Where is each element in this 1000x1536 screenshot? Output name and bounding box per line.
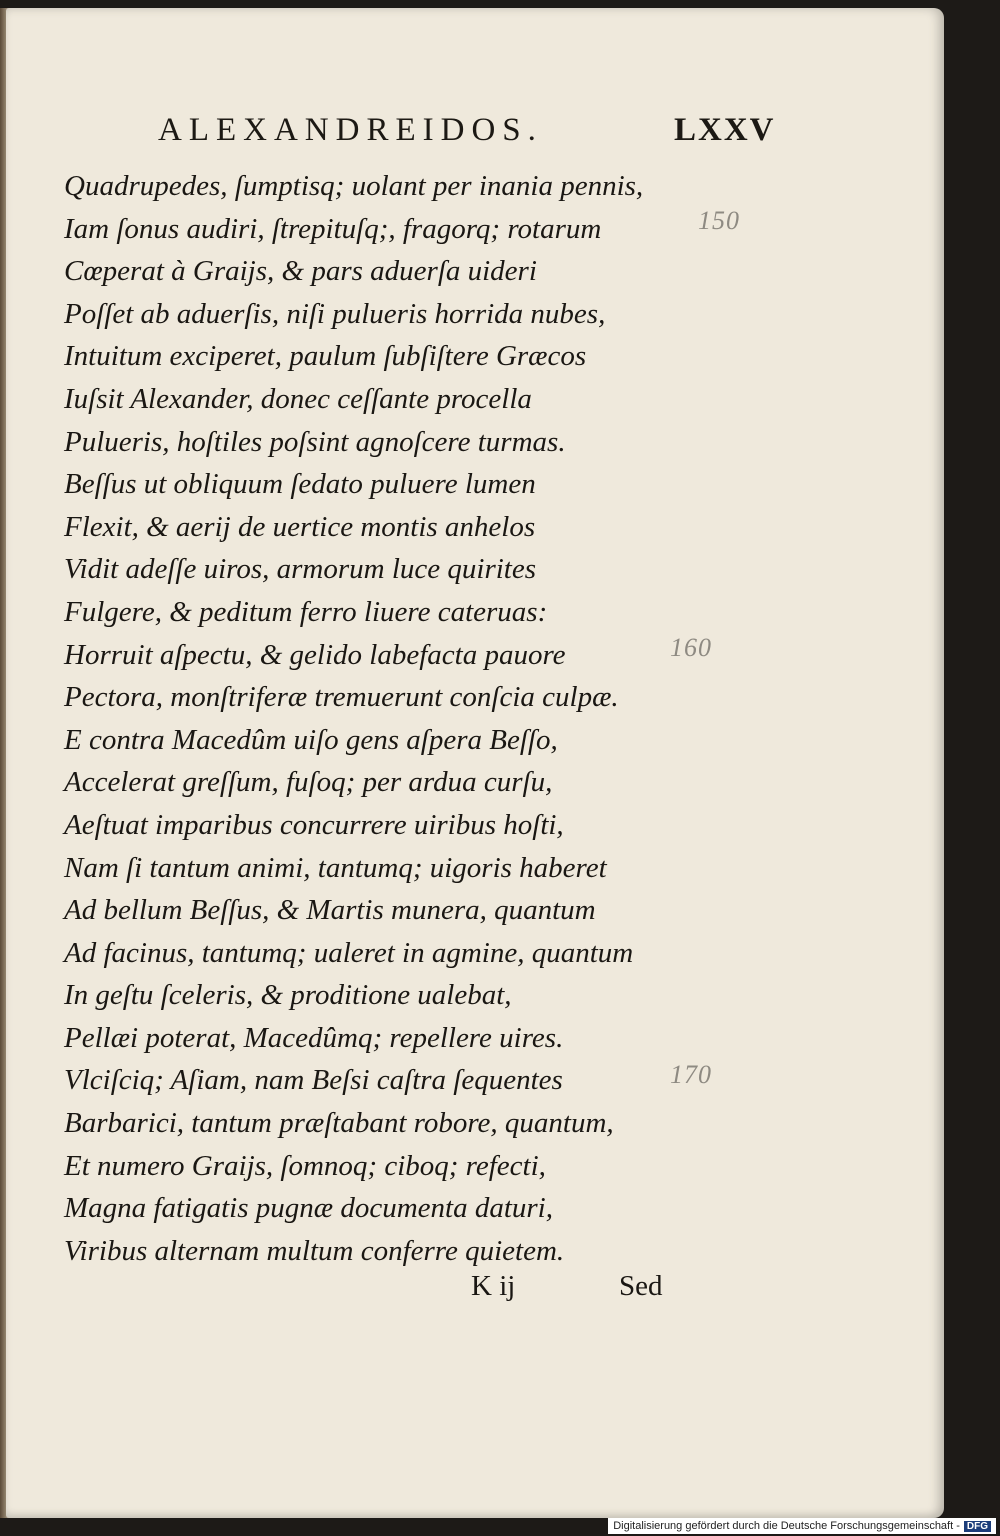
margin-line-number: 150 bbox=[698, 206, 740, 235]
verse-line: Flexit, & aerij de uertice montis anhelos bbox=[64, 510, 536, 543]
verse-line: E contra Macedûm uiſo gens aſpera Beſſo, bbox=[64, 723, 558, 756]
verse-line: Iam ſonus audiri, ſtrepituſq;, fragorq; rotarum bbox=[64, 212, 602, 245]
verse-line: Horruit aſpectu, & gelido labefacta pauore bbox=[64, 638, 566, 671]
dfg-logo: DFG bbox=[964, 1521, 991, 1532]
verse-line: Et numero Graijs, ſomnoq; ciboq; refecti, bbox=[64, 1149, 546, 1182]
book-page bbox=[6, 8, 944, 1518]
verse-line: Ad bellum Beſſus, & Martis munera, quantum bbox=[64, 894, 596, 927]
verse-line: Pellæi poterat, Macedûmq; repellere uires. bbox=[64, 1021, 564, 1054]
verse-line: Pulueris, hoſtiles poſsint agnoſcere turmas. bbox=[64, 425, 566, 458]
verse-line: Magna fatigatis pugnæ documenta daturi, bbox=[64, 1192, 553, 1225]
margin-line-number: 170 bbox=[670, 1060, 712, 1089]
verse-line: In geſtu ſceleris, & proditione ualebat, bbox=[64, 979, 512, 1012]
verse-line: Poſſet ab aduerſis, niſi pulueris horrida nubes, bbox=[64, 297, 606, 330]
verse-line: Cœperat à Graijs, & pars aduerſa uideri bbox=[64, 255, 537, 288]
running-head: ALEXANDREIDOS. bbox=[158, 112, 543, 148]
verse-line: Iuſsit Alexander, donec ceſſante procella bbox=[64, 382, 532, 415]
verse-line: Nam ſi tantum animi, tantumq; uigoris haberet bbox=[64, 851, 607, 884]
catchword: Sed bbox=[619, 1270, 663, 1302]
verse-line: Barbarici, tantum præſtabant robore, quantum, bbox=[64, 1107, 614, 1140]
verse-line: Vidit adeſſe uiros, armorum luce quirites bbox=[64, 553, 537, 586]
margin-line-number: 160 bbox=[670, 633, 712, 662]
verse-line: Intuitum exciperet, paulum ſubſiſtere Græcos bbox=[64, 340, 587, 373]
verse-line: Ad facinus, tantumq; ualeret in agmine, quantum bbox=[64, 936, 634, 969]
verse-line: Pectora, monſtriferæ tremuerunt conſcia culpæ. bbox=[64, 681, 619, 714]
verse-line: Viribus alternam multum conferre quietem. bbox=[64, 1234, 565, 1267]
verse-line: Aeſtuat imparibus concurrere uiribus hoſti, bbox=[64, 808, 564, 841]
verse-line: Beſſus ut obliquum ſedato puluere lumen bbox=[64, 468, 536, 501]
verse-line: Vlciſciq; Aſiam, nam Beſsi caſtra ſequentes bbox=[64, 1064, 563, 1097]
funding-footer bbox=[608, 1518, 996, 1534]
folio-number: LXXV bbox=[674, 112, 776, 148]
verse-line: Quadrupedes, ſumptisq; uolant per inania pennis, bbox=[64, 170, 644, 202]
verse-line: Accelerat greſſum, fuſoq; per ardua curſu, bbox=[64, 766, 553, 799]
verse-line: Fulgere, & peditum ferro liuere cateruas: bbox=[64, 595, 548, 628]
funding-credit-text: Digitalisierung gefördert durch die Deutsche Forschungsgemeinschaft - bbox=[613, 1520, 960, 1532]
verse-text-block bbox=[64, 165, 704, 1272]
signature-mark: K ij bbox=[471, 1270, 516, 1302]
